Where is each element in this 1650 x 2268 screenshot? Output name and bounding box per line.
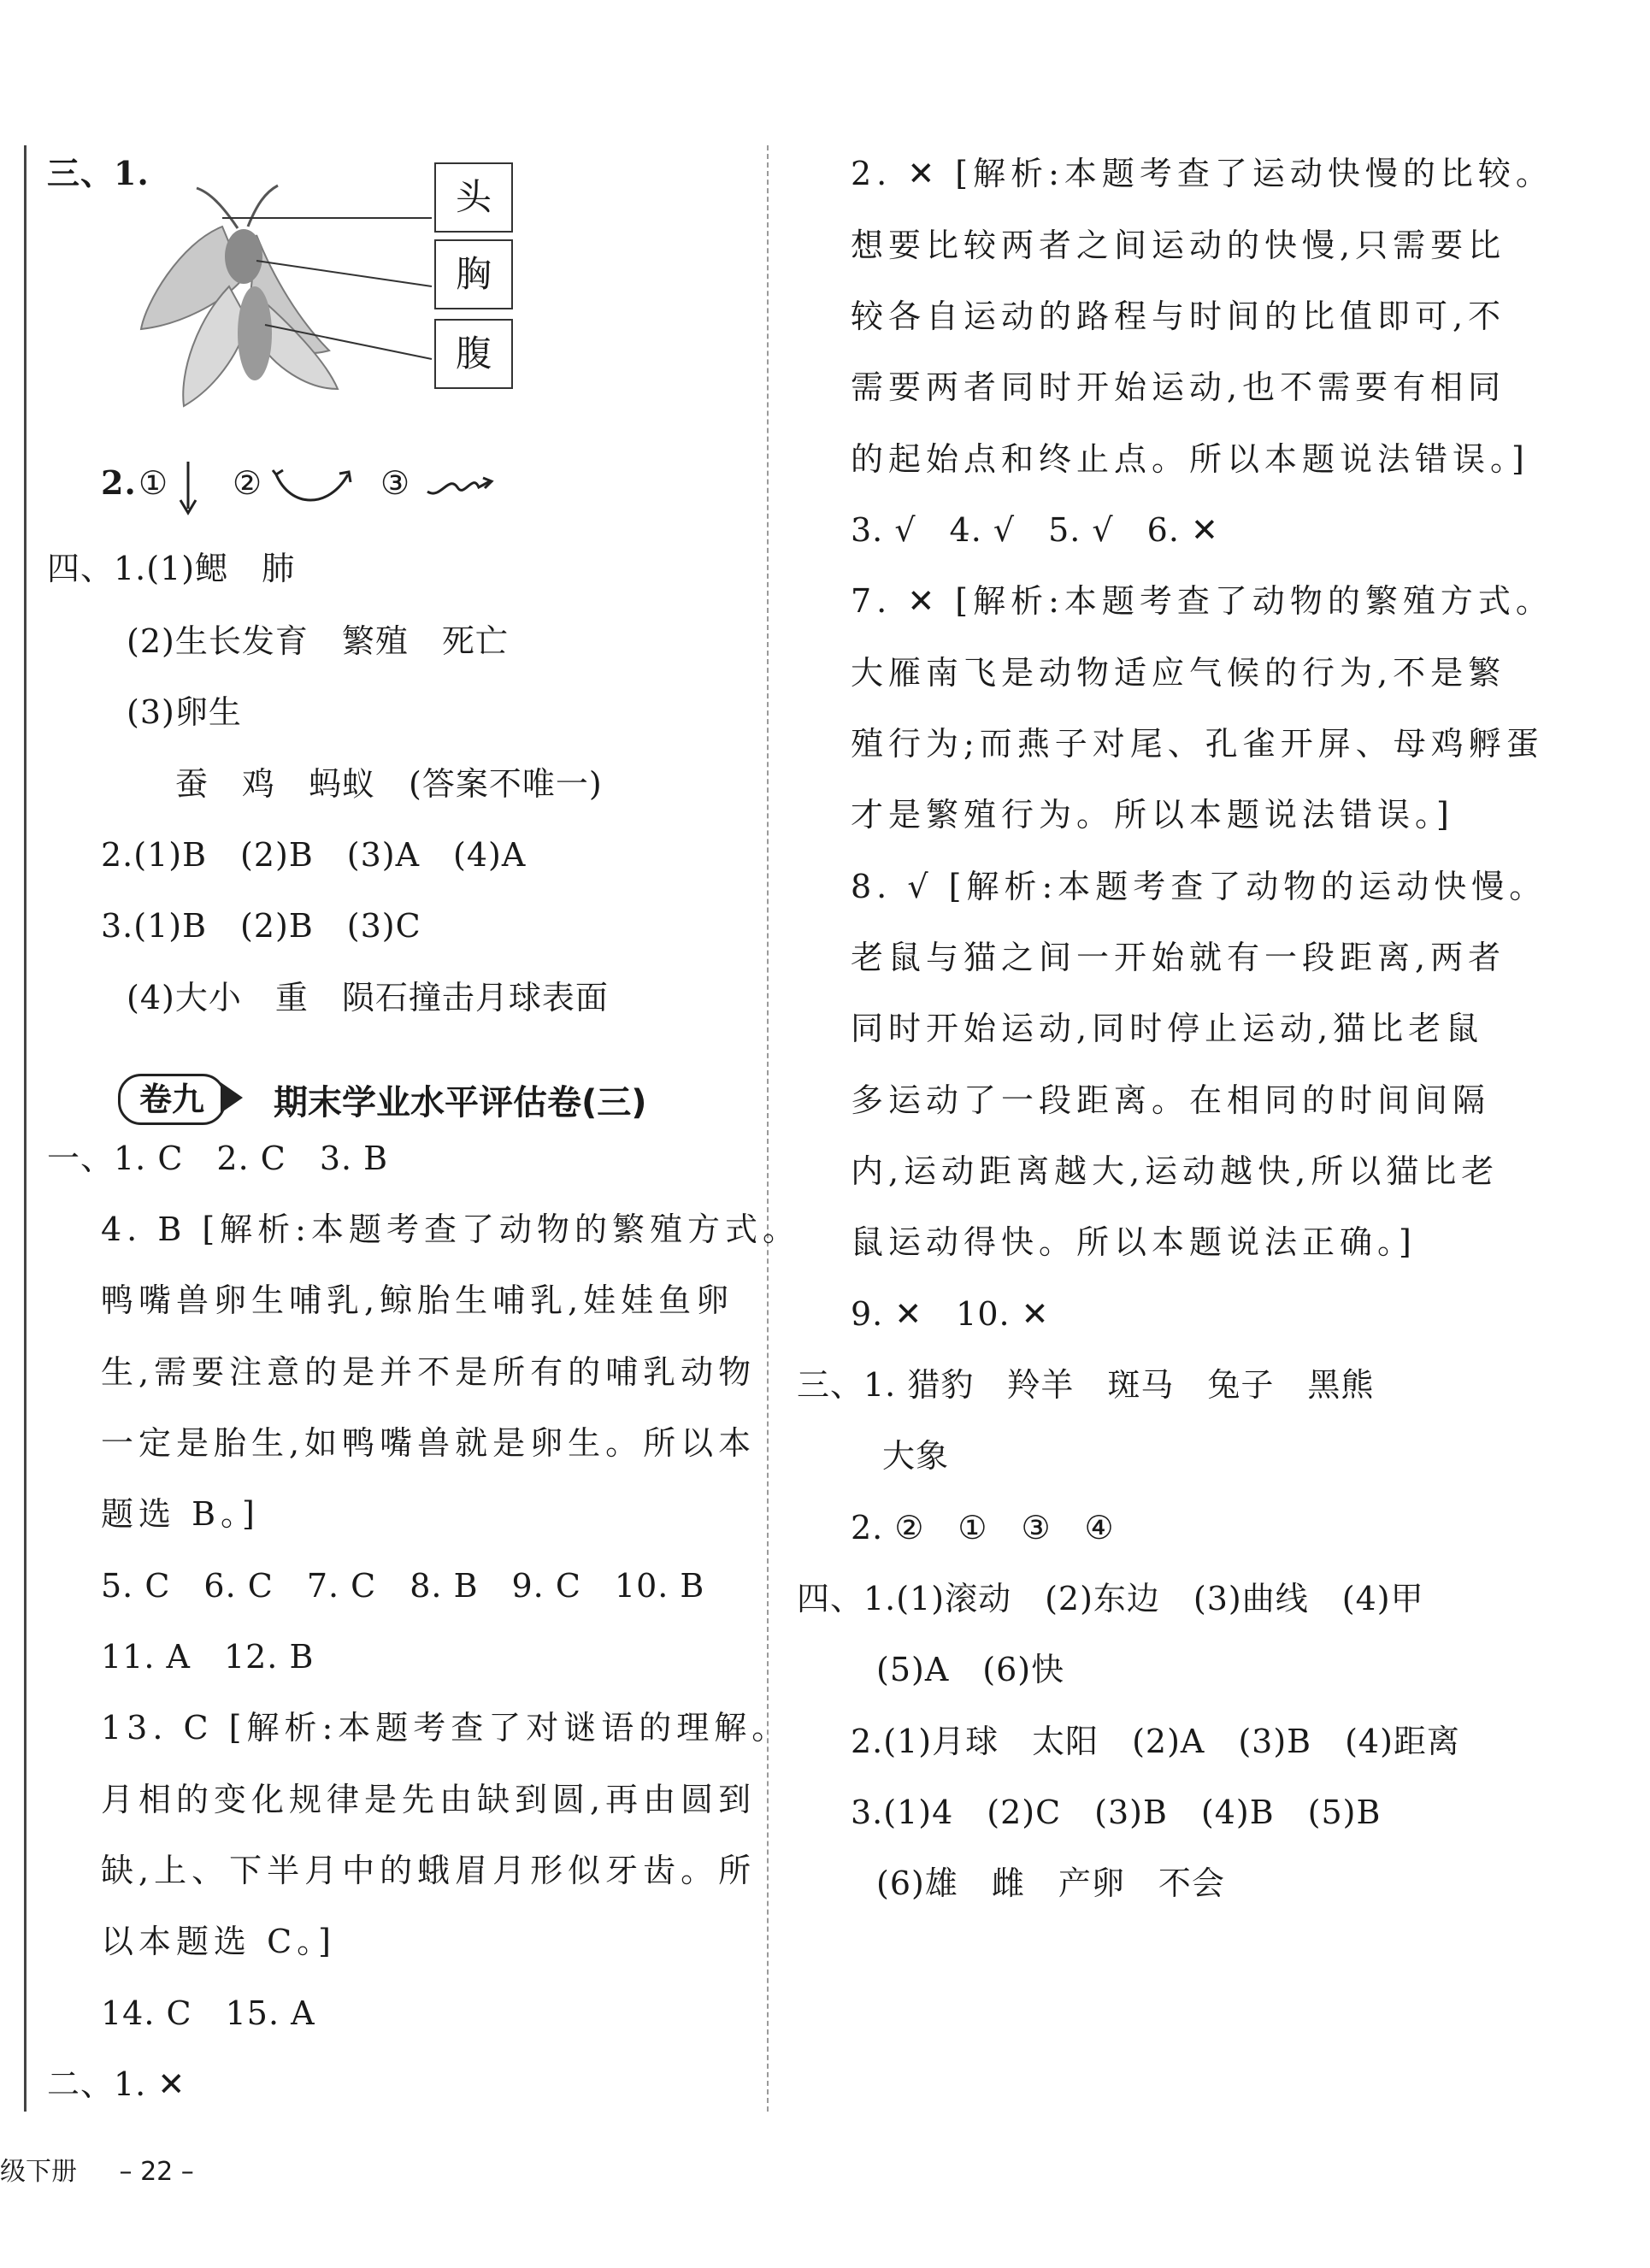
curve-arrow-icon	[269, 462, 355, 513]
r-q3-6: 3. √ 4. √ 5. √ 6. ✕	[851, 511, 1219, 549]
r-q2-line4: 需要两者同时开始运动,也不需要有相同	[851, 368, 1506, 406]
loop-arrow-icon	[423, 466, 496, 509]
r-q9-10: 9. ✕ 10. ✕	[851, 1295, 1050, 1333]
r-s4-line3b: (6)雄 雌 产卵 不会	[876, 1864, 1225, 1902]
p1-line5: 5. C 6. C 7. C 8. B 9. C 10. B	[101, 1567, 705, 1605]
r-q7-line3: 殖行为;而燕子对尾、孔雀开屏、母鸡孵蛋	[851, 725, 1544, 763]
r-s4-line1b: (5)A (6)快	[876, 1651, 1065, 1688]
p1-q13-line3: 缺,上、下半月中的蛾眉月形似牙齿。所	[101, 1852, 757, 1889]
q2-marker-2: ②	[233, 464, 263, 502]
r-s4-line3: 3.(1)4 (2)C (3)B (4)B (5)B	[851, 1794, 1382, 1831]
r-q8-line1: 8. √ [解析:本题考查了动物的运动快慢。	[851, 868, 1547, 905]
paper-tag: 卷九	[118, 1074, 226, 1125]
p1-q4-line2: 鸭嘴兽卵生哺乳,鲸胎生哺乳,娃娃鱼卵	[101, 1281, 734, 1319]
s4-q1-line1: 四、1.(1)鳃 肺	[47, 550, 296, 587]
footer-grade: 级下册	[0, 2157, 77, 2187]
column-divider	[767, 145, 769, 2112]
p1-q4-line5: 题选 B。]	[101, 1495, 260, 1533]
p1-q4-line1: 4. B [解析:本题考查了动物的繁殖方式。	[101, 1211, 800, 1248]
p1-line7: 14. C 15. A	[101, 1994, 315, 2032]
r-q2-line1: 2. ✕ [解析:本题考查了运动快慢的比较。	[851, 155, 1553, 192]
r-s3-line1b: 大象	[882, 1437, 950, 1475]
r-s4-line1: 四、1.(1)滚动 (2)东边 (3)曲线 (4)甲	[797, 1580, 1424, 1617]
footer-page-number: – 22 –	[119, 2157, 194, 2187]
r-q8-line4: 多运动了一段距离。在相同的时间间隔	[851, 1081, 1491, 1119]
r-q2-line3: 较各自运动的路程与时间的比值即可,不	[851, 297, 1506, 335]
p1-q13-line2: 月相的变化规律是先由缺到圆,再由圆到	[101, 1781, 757, 1818]
section-3-header: 三、1.	[47, 154, 150, 192]
moth-label-abdomen: 腹	[434, 319, 513, 389]
p1-q13-line1: 13. C [解析:本题考查了对谜语的理解。	[101, 1709, 790, 1747]
r-s3-line1: 三、1. 猎豹 羚羊 斑马 兔子 黑熊	[797, 1366, 1375, 1404]
r-q2-line5: 的起始点和终止点。所以本题说法错误。]	[851, 440, 1529, 478]
page-footer	[0, 2150, 228, 2188]
r-q8-line5: 内,运动距离越大,运动越快,所以猫比老	[851, 1152, 1500, 1190]
s4-q3-line1: 3.(1)B (2)B (3)C	[101, 907, 421, 945]
r-q7-line4: 才是繁殖行为。所以本题说法错误。]	[851, 796, 1454, 834]
r-q7-line1: 7. ✕ [解析:本题考查了动物的繁殖方式。	[851, 582, 1553, 620]
q2-prefix: 2.	[101, 463, 137, 502]
p2-line1: 二、1. ✕	[47, 2065, 186, 2103]
r-q8-line6: 鼠运动得快。所以本题说法正确。]	[851, 1223, 1417, 1261]
paper-tag-arrow-icon	[221, 1082, 243, 1113]
moth-label-thorax: 胸	[434, 239, 513, 309]
moth-label-head: 头	[434, 162, 513, 233]
p1-q13-line4: 以本题选 C。]	[101, 1923, 336, 1960]
p1-q4-line3: 生,需要注意的是并不是所有的哺乳动物	[101, 1353, 757, 1391]
r-q8-line2: 老鼠与猫之间一开始就有一段距离,两者	[851, 939, 1506, 976]
s4-q2: 2.(1)B (2)B (3)A (4)A	[101, 836, 527, 874]
r-s4-line2: 2.(1)月球 太阳 (2)A (3)B (4)距离	[851, 1723, 1460, 1760]
p1-line6: 11. A 12. B	[101, 1638, 315, 1676]
s4-q1-line3: (3)卵生	[127, 693, 242, 731]
r-q8-line3: 同时开始运动,同时停止运动,猫比老鼠	[851, 1010, 1484, 1047]
q2-marker-3: ③	[380, 464, 411, 502]
s4-q1-line2: (2)生长发育 繁殖 死亡	[127, 622, 509, 660]
straight-arrow-icon	[175, 457, 201, 517]
s4-q1-line4: 蚕 鸡 蚂蚁 (答案不唯一)	[175, 765, 603, 803]
r-s3-line2: 2. ② ① ③ ④	[851, 1509, 1115, 1546]
p1-line1: 一、1. C 2. C 3. B	[47, 1140, 389, 1177]
p1-q4-line4: 一定是胎生,如鸭嘴兽就是卵生。所以本	[101, 1424, 757, 1462]
q2-marker-1: ①	[138, 464, 169, 502]
r-q7-line2: 大雁南飞是动物适应气候的行为,不是繁	[851, 654, 1506, 692]
paper-title: 期末学业水平评估卷(三)	[274, 1083, 647, 1122]
left-margin-rule	[24, 145, 27, 2112]
r-q2-line2: 想要比较两者之间运动的快慢,只需要比	[851, 227, 1506, 264]
s4-q3-line2: (4)大小 重 陨石撞击月球表面	[127, 979, 609, 1016]
